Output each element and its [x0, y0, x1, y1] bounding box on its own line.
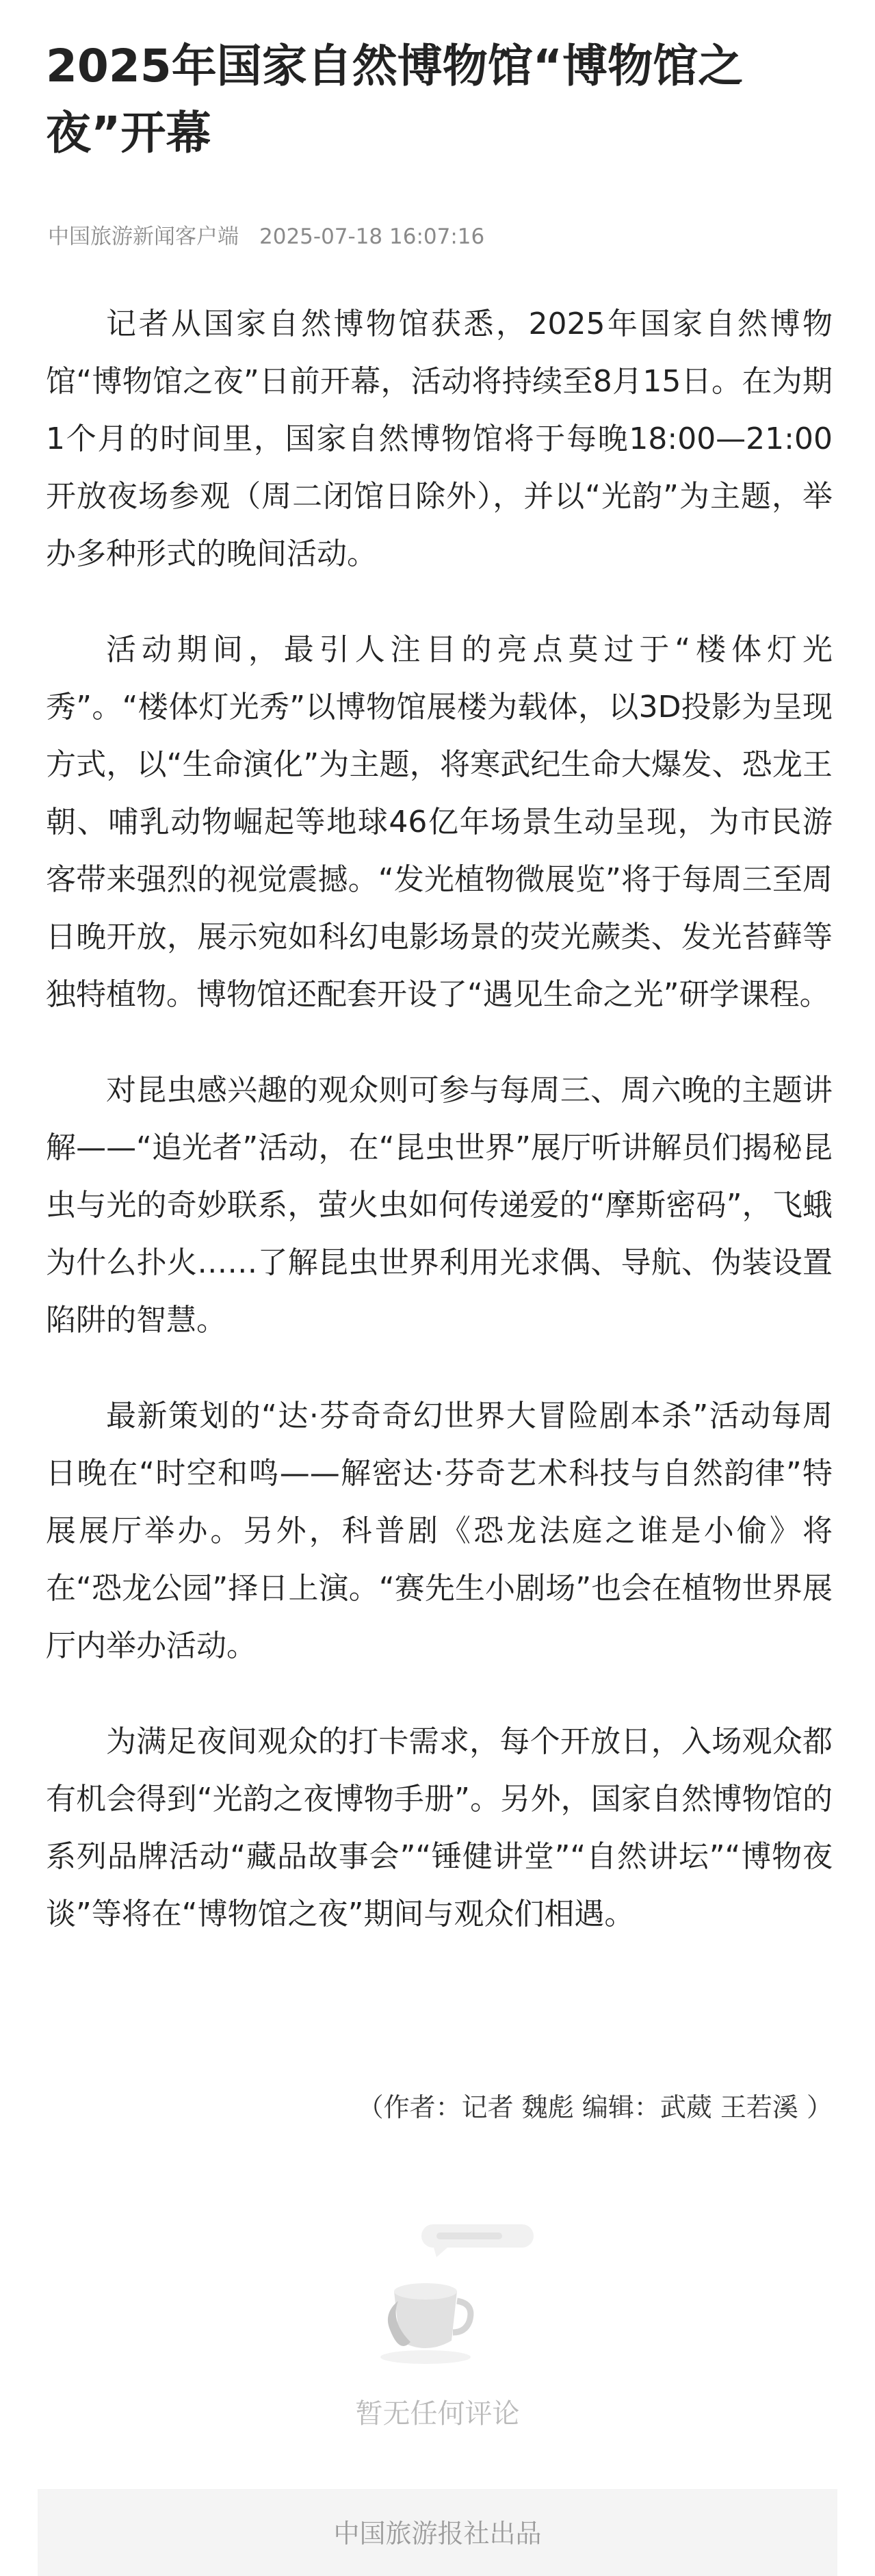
cup-icon — [380, 2283, 471, 2364]
author-editor-credit: （作者：记者 魏彪 编辑：武葳 王若溪 ） — [357, 2092, 833, 2122]
publish-time: 2025-07-18 16:07:16 — [259, 224, 485, 249]
article-source[interactable]: 中国旅游新闻客户端 — [48, 224, 239, 249]
speech-bubble-icon — [421, 2224, 534, 2257]
article-body — [46, 296, 833, 1981]
article-paragraph: 对昆虫感兴趣的观众则可参与每周三、周六晚的主题讲解——“追光者”活动，在“昆虫世界”展厅听讲解员们揭秘昆虫与光的奇妙联系，萤火虫如何传递爱的“摩斯密码”，飞蛾为什么扑火……了解昆虫世界利用光求偶、导航、伪装设置陷阱的智慧。 — [46, 1073, 833, 1338]
article-title: 2025年国家自然博物馆“博物馆之夜”开幕 — [46, 40, 744, 159]
publisher-credit: 中国旅游报社出品 — [333, 2519, 542, 2549]
article-paragraph: 为满足夜间观众的打卡需求，每个开放日，入场观众都有机会得到“光韵之夜博物手册”。另外，国家自然博物馆的系列品牌活动“藏品故事会”“锤健讲堂”“自然讲坛”“博物夜谈”等将在“博物馆之夜”期间与观众们相遇。 — [46, 1724, 833, 1931]
publisher-footer — [38, 2489, 837, 2576]
article-paragraph: 活动期间，最引人注目的亮点莫过于“楼体灯光秀”。“楼体灯光秀”以博物馆展楼为载体，以3D投影为呈现方式，以“生命演化”为主题，将寒武纪生命大爆发、恐龙王朝、哺乳动物崛起等地球46亿年场景生动呈现，为市民游客带来强烈的视觉震撼。“发光植物微展览”将于每周三至周日晚开放，展示宛如科幻电影场景的荧光蕨类、发光苔藓等独特植物。博物馆还配套开设了“遇见生命之光”研学课程。 — [46, 632, 833, 1012]
article-meta — [48, 220, 484, 253]
empty-comments-text: 暂无任何评论 — [355, 2398, 520, 2430]
article-paragraph: 最新策划的“达·芬奇奇幻世界大冒险剧本杀”活动每周日晚在“时空和鸣——解密达·芬奇艺术科技与自然韵律”特展展厅举办。另外，科普剧《恐龙法庭之谁是小偷》将在“恐龙公园”择日上演。“赛先生小剧场”也会在植物世界展厅内举办活动。 — [46, 1398, 833, 1663]
article-paragraph: 记者从国家自然博物馆获悉，2025年国家自然博物馆“博物馆之夜”日前开幕，活动将持续至8月15日。在为期1个月的时间里，国家自然博物馆将于每晚18:00—21:00开放夜场参观（周二闭馆日除外），并以“光韵”为主题，举办多种形式的晚间活动。 — [46, 307, 833, 571]
empty-comment-cup-illustration — [363, 2220, 540, 2384]
